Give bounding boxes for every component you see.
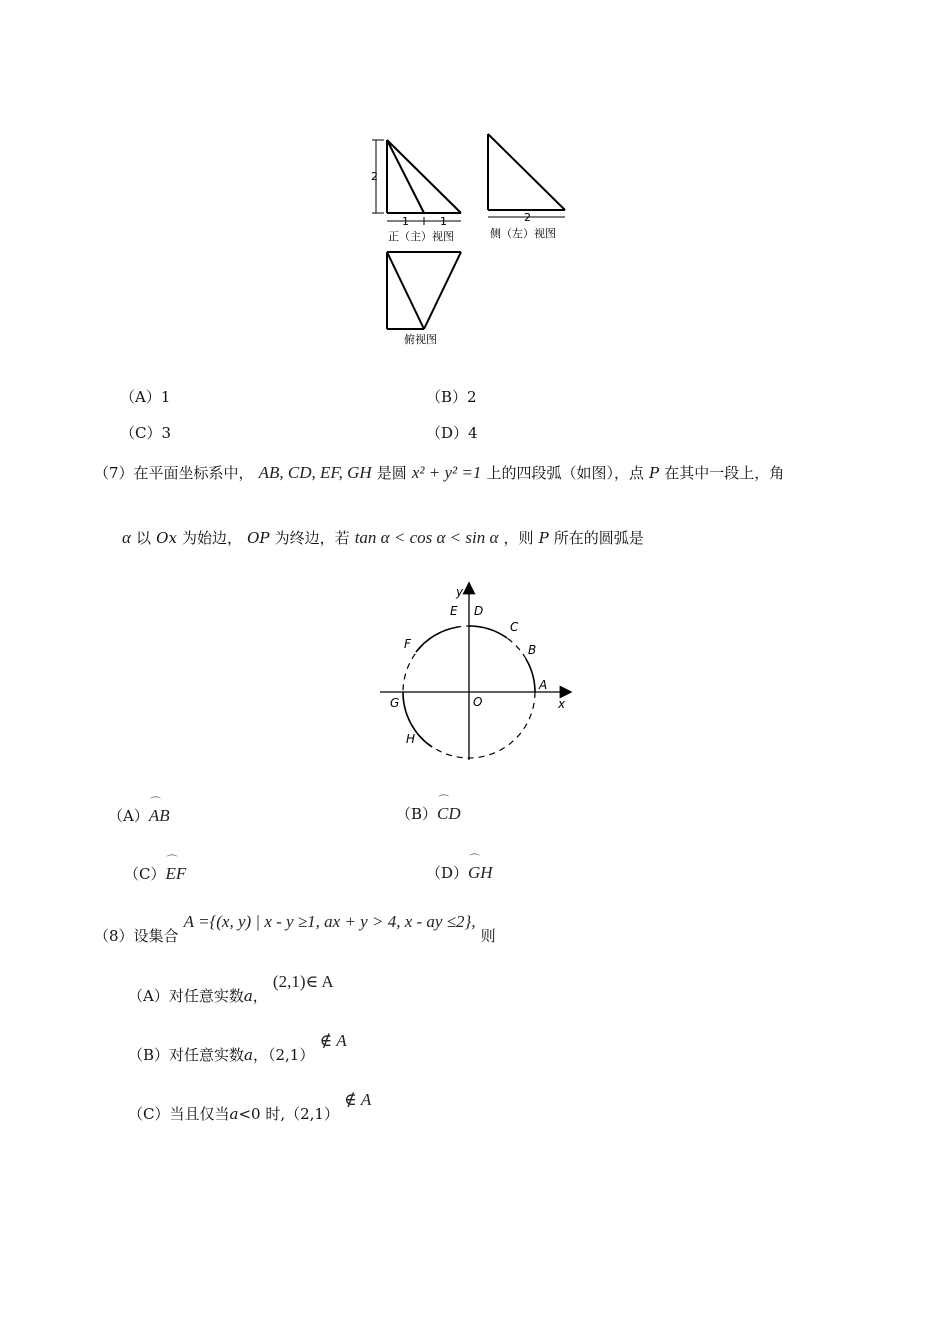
q7-option-d-label: （D） bbox=[426, 864, 469, 882]
q7-option-b-label: （B） bbox=[396, 805, 438, 823]
q8-option-c-var: a bbox=[229, 1105, 239, 1123]
q6-option-c: （C）3 bbox=[120, 424, 172, 442]
point-g-label: G bbox=[390, 696, 400, 710]
arc-ab bbox=[526, 659, 535, 692]
front-view bbox=[387, 140, 461, 213]
q7-option-d bbox=[426, 862, 493, 883]
q8-option-b-math: ∉ A bbox=[319, 1031, 347, 1050]
q7-option-b-arc: ⌒ CD bbox=[437, 804, 461, 824]
q8-option-a bbox=[128, 972, 334, 1006]
q8-option-b bbox=[128, 1031, 347, 1065]
q7-option-d-arc: ⌒ GH bbox=[468, 863, 493, 883]
origin-label: O bbox=[473, 695, 483, 709]
q7-option-c-arc: ⌒ EF bbox=[165, 864, 186, 884]
q6-option-d: （D）4 bbox=[426, 424, 478, 442]
q7-text-after2: 在其中一段上，角 bbox=[664, 464, 785, 482]
q8-option-b-var: a bbox=[244, 1046, 253, 1064]
q7-option-c bbox=[124, 863, 186, 884]
q8-option-a-sep: ， bbox=[252, 987, 268, 1005]
point-c-label: C bbox=[510, 620, 519, 634]
top-view-label: 俯视图 bbox=[404, 333, 437, 346]
side-view-label: 侧（左）视图 bbox=[490, 227, 556, 240]
front-base-left-label: 1 bbox=[402, 215, 409, 228]
front-view-label: 正（主）视图 bbox=[388, 230, 454, 243]
q7-stem-line2 bbox=[122, 527, 644, 548]
q8-option-c-math: ∉ A bbox=[344, 1090, 372, 1109]
q7-line2-a: 以 bbox=[136, 529, 152, 547]
q7-is-circle: 是圆 bbox=[376, 464, 407, 482]
q7-text-after: 上的四段弧（如图），点 bbox=[486, 464, 644, 482]
q7-condition: tan α < cos α < sin α bbox=[354, 528, 499, 547]
q8-stem bbox=[94, 912, 496, 946]
q7-point-p: P bbox=[649, 464, 660, 482]
side-view bbox=[488, 134, 565, 210]
q6-option-b: （B）2 bbox=[426, 388, 477, 406]
front-base-right-label: 1 bbox=[440, 215, 447, 228]
q7-option-c-label: （C） bbox=[124, 865, 166, 883]
q8-prefix: （8）设集合 bbox=[94, 927, 179, 945]
q7-circle-equation: x² + y² =1 bbox=[411, 463, 482, 482]
q7-line2-d: ，则 bbox=[503, 529, 534, 547]
q7-line2-e: 所在的圆弧是 bbox=[553, 529, 644, 547]
q7-alpha: α bbox=[122, 528, 131, 547]
q7-stem-line1 bbox=[94, 462, 784, 492]
q7-point-p-2: P bbox=[538, 529, 549, 547]
q7-arcs-list: AB, CD, EF, GH bbox=[258, 463, 372, 482]
point-h-label: H bbox=[406, 732, 416, 746]
top-view bbox=[387, 252, 461, 329]
arc-ef bbox=[416, 627, 458, 652]
q7-ox: Ox bbox=[156, 529, 177, 547]
q8-option-c-sep: <0 时,（2,1） bbox=[238, 1105, 339, 1123]
point-b-label: B bbox=[528, 643, 537, 657]
x-axis-label: x bbox=[558, 697, 566, 711]
q8-suffix: 则 bbox=[480, 927, 496, 945]
q8-option-a-label: （A）对任意实数 bbox=[128, 987, 244, 1005]
q7-option-a-label: （A） bbox=[108, 807, 149, 825]
q8-option-b-sep: ，（2,1） bbox=[252, 1046, 315, 1064]
point-f-label: F bbox=[404, 637, 411, 651]
q7-option-a-arc: ⌒ AB bbox=[149, 806, 170, 826]
arc-cd bbox=[469, 626, 507, 638]
q7-line2-c: 为终边，若 bbox=[274, 529, 350, 547]
point-a-label: A bbox=[539, 678, 548, 692]
q7-option-b bbox=[396, 803, 461, 824]
q7-option-a bbox=[108, 805, 170, 826]
front-height-label: 2 bbox=[371, 170, 378, 183]
unit-circle-figure bbox=[372, 578, 582, 768]
q8-option-a-math: (2,1)∈ A bbox=[272, 972, 334, 991]
q8-option-b-label: （B）对任意实数 bbox=[128, 1046, 245, 1064]
q7-number: （7）在平面坐标系中， bbox=[94, 464, 254, 482]
point-e-label: E bbox=[450, 604, 458, 618]
y-axis-label: y bbox=[456, 585, 464, 599]
side-base-label: 2 bbox=[524, 211, 531, 224]
q7-line2-b: 为始边， bbox=[182, 529, 243, 547]
point-d-label: D bbox=[474, 604, 484, 618]
q7-op: OP bbox=[247, 529, 270, 547]
q6-option-a: （A）1 bbox=[120, 388, 171, 406]
q8-option-c bbox=[128, 1090, 371, 1124]
q8-set-definition: A ={(x, y) | x - y ≥1, ax + y > 4, x - ay ≤2}, bbox=[183, 912, 476, 931]
three-views-figure bbox=[340, 118, 600, 358]
q8-option-c-label: （C）当且仅当 bbox=[128, 1105, 230, 1123]
q8-option-a-var: a bbox=[243, 987, 253, 1005]
